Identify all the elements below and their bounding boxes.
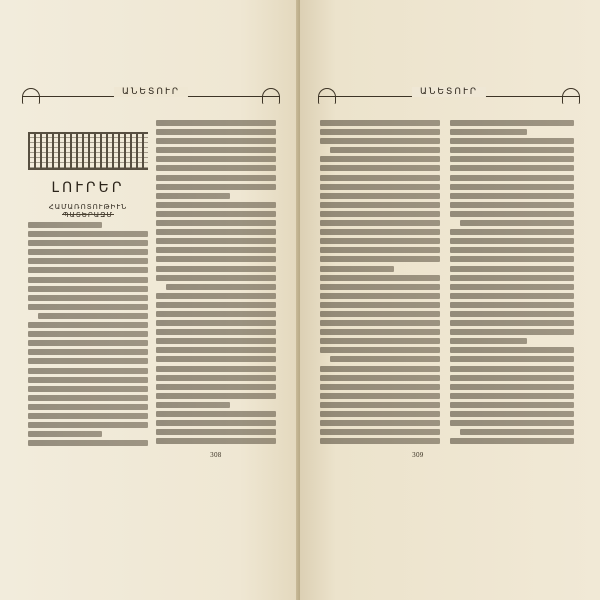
text-line	[330, 356, 440, 362]
text-line	[156, 238, 276, 244]
text-line	[450, 402, 574, 408]
text-line	[28, 422, 148, 428]
text-line	[320, 429, 440, 435]
text-line	[156, 156, 276, 162]
text-line	[450, 202, 574, 208]
text-line	[320, 256, 440, 262]
text-line	[156, 329, 276, 335]
text-line	[320, 393, 440, 399]
text-line	[156, 120, 276, 126]
text-line	[166, 284, 276, 290]
text-line	[450, 256, 574, 262]
text-line	[450, 156, 574, 162]
text-line	[320, 175, 440, 181]
text-line	[28, 277, 148, 283]
text-line	[450, 338, 527, 344]
text-line	[320, 347, 440, 353]
text-line	[28, 368, 148, 374]
subtitle-rule	[62, 214, 114, 215]
text-line	[156, 138, 276, 144]
text-line	[320, 211, 440, 217]
text-line	[450, 184, 574, 190]
text-line	[320, 229, 440, 235]
text-line	[450, 266, 574, 272]
text-line	[320, 338, 440, 344]
text-line	[28, 331, 148, 337]
running-head: ԱՆԵՏՈՒՐ	[114, 87, 188, 97]
text-line	[156, 393, 276, 399]
text-line	[28, 377, 148, 383]
text-line	[28, 295, 148, 301]
text-line	[28, 404, 148, 410]
text-line	[320, 411, 440, 417]
text-line	[28, 249, 148, 255]
section-subtitle: ՀԱՄԱՌՈՏՈՒԹԻՒՆ ՊԱՏԵՐԱԶՄ	[48, 203, 128, 219]
text-line	[28, 222, 102, 228]
text-line	[156, 402, 230, 408]
text-line	[320, 120, 440, 126]
left-col-2-text	[156, 120, 276, 450]
text-line	[320, 138, 440, 144]
text-line	[156, 165, 276, 171]
text-line	[156, 275, 276, 281]
text-line	[320, 220, 440, 226]
text-line	[28, 340, 148, 346]
text-line	[450, 275, 574, 281]
text-line	[28, 413, 148, 419]
text-line	[320, 275, 440, 281]
text-line	[28, 440, 148, 446]
text-line	[156, 175, 276, 181]
decorative-ornament	[28, 132, 148, 170]
text-line	[28, 431, 102, 437]
text-line	[450, 384, 574, 390]
text-line	[156, 420, 276, 426]
text-line	[156, 147, 276, 153]
text-line	[460, 429, 574, 435]
text-line	[320, 320, 440, 326]
text-line	[28, 240, 148, 246]
text-line	[156, 202, 276, 208]
right-page	[300, 0, 600, 600]
text-line	[156, 347, 276, 353]
text-line	[156, 384, 276, 390]
text-line	[156, 320, 276, 326]
text-line	[450, 293, 574, 299]
text-line	[28, 231, 148, 237]
section-title: ԼՈՒՐԵՐ	[51, 180, 125, 196]
text-line	[450, 411, 574, 417]
text-line	[450, 356, 574, 362]
text-line	[156, 266, 276, 272]
text-line	[460, 220, 574, 226]
right-col-1-text	[320, 120, 440, 450]
text-line	[320, 266, 394, 272]
text-line	[28, 386, 148, 392]
text-line	[28, 349, 148, 355]
text-line	[156, 411, 276, 417]
text-line	[156, 356, 276, 362]
text-line	[156, 256, 276, 262]
text-line	[450, 147, 574, 153]
left-col-1-text	[28, 222, 148, 450]
text-line	[28, 258, 148, 264]
text-line	[156, 129, 276, 135]
text-line	[320, 329, 440, 335]
text-line	[156, 311, 276, 317]
text-line	[450, 302, 574, 308]
text-line	[28, 286, 148, 292]
text-line	[450, 175, 574, 181]
text-line	[320, 402, 440, 408]
text-line	[320, 284, 440, 290]
text-line	[320, 302, 440, 308]
text-line	[156, 247, 276, 253]
text-line	[38, 313, 148, 319]
text-line	[450, 438, 574, 444]
text-line	[156, 220, 276, 226]
text-line	[320, 165, 440, 171]
text-block	[28, 222, 148, 449]
header-flourish-left	[22, 88, 40, 104]
text-block	[156, 120, 276, 447]
text-line	[156, 375, 276, 381]
text-line	[156, 338, 276, 344]
text-line	[330, 147, 440, 153]
text-line	[156, 293, 276, 299]
text-line	[450, 393, 574, 399]
text-line	[450, 284, 574, 290]
text-line	[156, 229, 276, 235]
page-number: 309	[412, 452, 424, 459]
text-line	[450, 238, 574, 244]
right-running-header	[318, 84, 580, 110]
text-line	[28, 322, 148, 328]
text-line	[156, 184, 276, 190]
text-line	[450, 366, 574, 372]
text-line	[320, 384, 440, 390]
text-line	[450, 320, 574, 326]
text-line	[156, 193, 230, 199]
text-line	[320, 366, 440, 372]
text-line	[450, 120, 574, 126]
text-line	[450, 193, 574, 199]
text-line	[28, 395, 148, 401]
text-line	[320, 311, 440, 317]
right-col-2-text	[450, 120, 574, 450]
header-flourish-right	[562, 88, 580, 104]
text-line	[320, 375, 440, 381]
text-line	[320, 293, 440, 299]
text-line	[450, 247, 574, 253]
text-line	[28, 358, 148, 364]
text-line	[450, 129, 527, 135]
text-line	[320, 184, 440, 190]
text-line	[450, 165, 574, 171]
text-line	[450, 311, 574, 317]
left-running-header	[22, 84, 280, 110]
text-block	[320, 120, 440, 447]
text-line	[450, 138, 574, 144]
text-line	[320, 438, 440, 444]
text-line	[450, 211, 574, 217]
text-line	[28, 304, 148, 310]
text-line	[450, 229, 574, 235]
header-flourish-left	[318, 88, 336, 104]
text-line	[450, 375, 574, 381]
text-line	[320, 247, 440, 253]
text-line	[320, 238, 440, 244]
text-line	[450, 347, 574, 353]
running-head: ԱՆԵՏՈՒՐ	[412, 87, 486, 97]
text-line	[320, 420, 440, 426]
text-line	[156, 438, 276, 444]
text-line	[450, 420, 574, 426]
page-number: 308	[210, 452, 222, 459]
text-line	[28, 267, 148, 273]
text-line	[320, 156, 440, 162]
text-line	[156, 211, 276, 217]
text-line	[320, 129, 440, 135]
header-flourish-right	[262, 88, 280, 104]
text-line	[320, 202, 440, 208]
text-block	[450, 120, 574, 447]
text-line	[156, 302, 276, 308]
text-line	[320, 193, 440, 199]
text-line	[156, 429, 276, 435]
text-line	[450, 329, 574, 335]
text-line	[156, 366, 276, 372]
